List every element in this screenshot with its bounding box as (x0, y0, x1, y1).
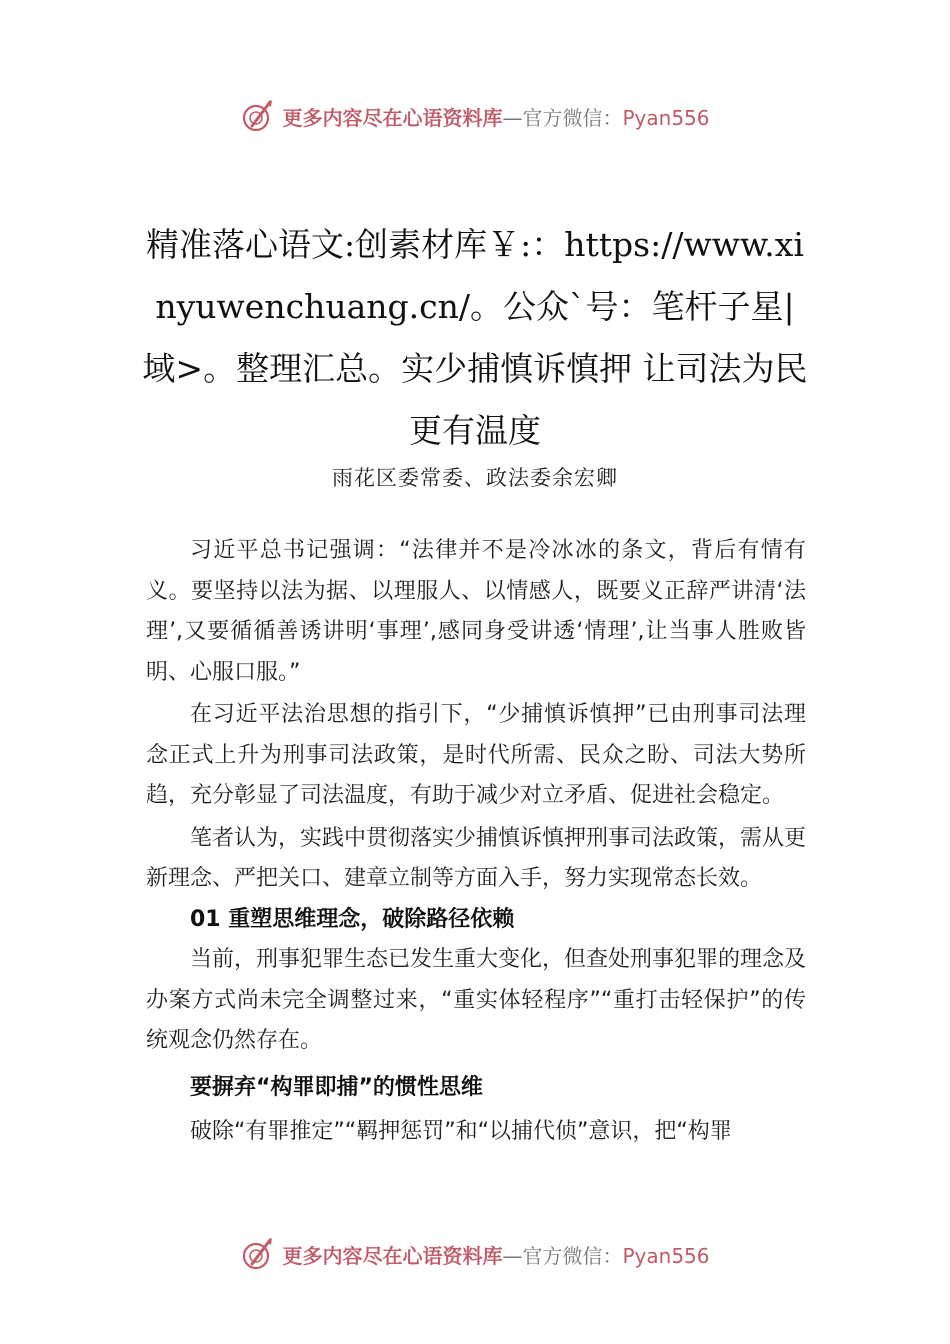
header-banner (0, 96, 950, 136)
section-heading: 01 重塑思维理念，破除路径依赖 (190, 906, 515, 932)
banner-wechat-id: Pyan556 (622, 105, 710, 130)
sub-heading: 要摒弃“构罪即捕”的惯性思维 (190, 1074, 483, 1100)
banner-wechat-label: 官方微信： (522, 1243, 623, 1268)
paragraph: 在习近平法治思想的指引下，“少捕慎诉慎押”已由刑事司法理念正式上升为刑事司法政策，是时代所需、民众之盼、司法大势所趋，充分彰显了司法温度，有助于减少对立矛盾、促进社会稳定。 (146, 702, 807, 808)
brush-logo-icon (240, 1236, 276, 1272)
paragraph: 破除“有罪推定”“羁押惩罚”和“以捕代侦”意识，把“构罪 (190, 1119, 732, 1144)
document-author: 雨花区委常委、政法委余宏卿 (332, 466, 618, 490)
footer-banner (0, 1234, 950, 1274)
banner-text (282, 102, 709, 131)
paragraph: 笔者认为，实践中贯彻落实少捕慎诉慎押刑事司法政策，需从更新理念、严把关口、建章立制等方面入手，努力实现常态长效。 (146, 825, 807, 891)
banner-site-name: 更多内容尽在心语资料库 (282, 1243, 503, 1268)
document-body (146, 531, 806, 1153)
paragraph: 习近平总书记强调：“法律并不是冷冰冰的条文，背后有情有义。要坚持以法为据、以理服人、以情感人，既要义正辞严讲清‘法理’,又要循循善诱讲明‘事理’,感同身受讲透‘情理’,让当事人胜败皆明、心服口服。” (146, 538, 806, 685)
banner-dash: — (502, 1243, 523, 1268)
banner-wechat-id: Pyan556 (622, 1243, 710, 1268)
banner-dash: — (502, 105, 523, 130)
document-title: 精准落心语文:创素材库￥:：https://www.xinyuwenchuang.cn/。公众`号：笔杆子星|域>。整理汇总。实少捕慎诉慎押 让司法为民更有温度 (142, 225, 808, 450)
paragraph: 当前，刑事犯罪生态已发生重大变化，但查处刑事犯罪的理念及办案方式尚未完全调整过来，“重实体轻程序”“重打击轻保护”的传统观念仍然存在。 (146, 947, 807, 1053)
banner-site-name: 更多内容尽在心语资料库 (282, 105, 503, 130)
brush-logo-icon (240, 98, 276, 134)
banner-text (282, 1240, 709, 1269)
banner-wechat-label: 官方微信： (522, 105, 623, 130)
